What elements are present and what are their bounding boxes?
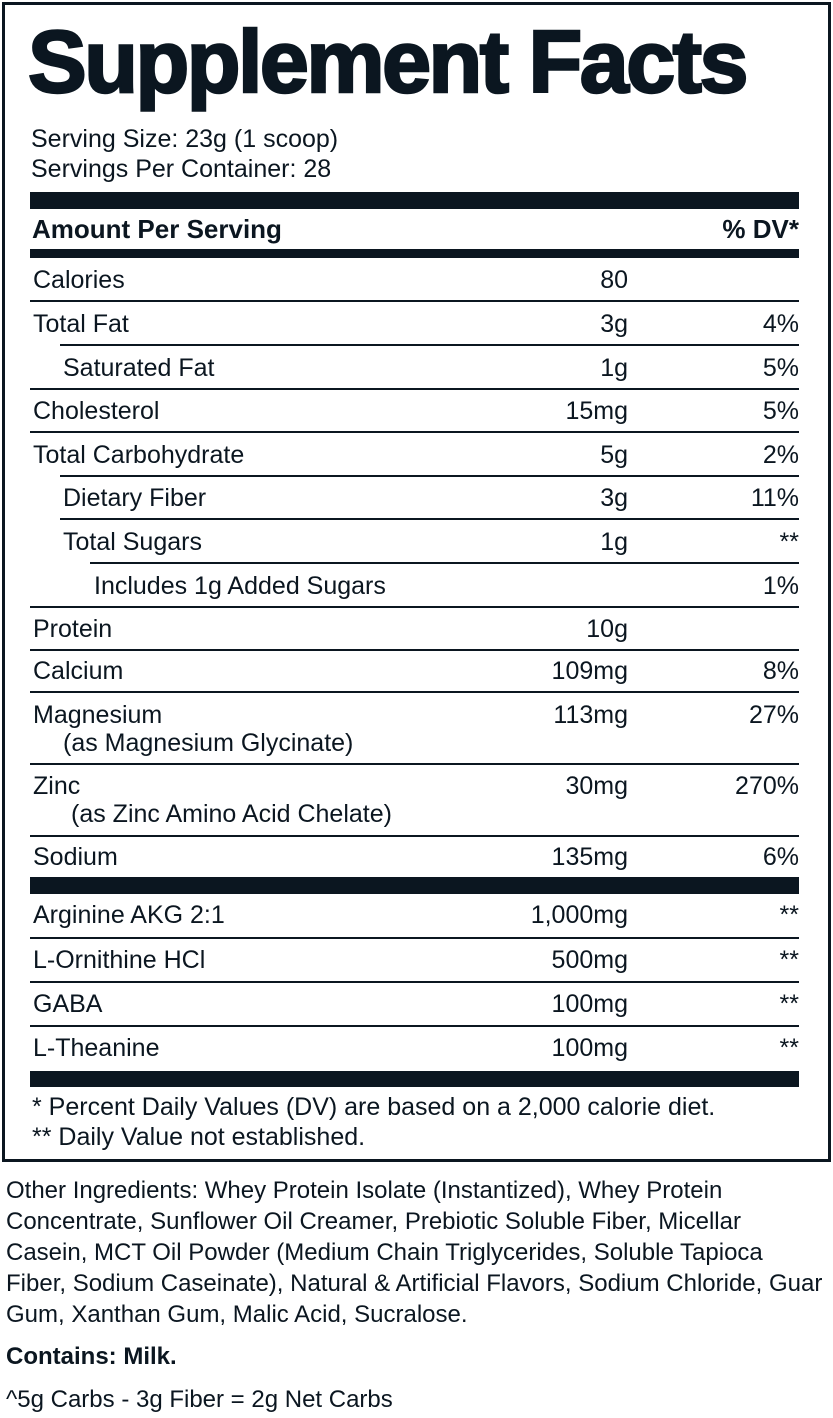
row-divider bbox=[30, 606, 799, 608]
allergen-statement bbox=[6, 1345, 177, 1369]
row-divider bbox=[30, 691, 799, 693]
nutrient-dv: 11% bbox=[750, 484, 799, 512]
row-divider bbox=[30, 431, 799, 433]
medium-divider bbox=[30, 249, 799, 258]
nutrient-dv: 2% bbox=[762, 441, 799, 469]
ingredient-dv: ** bbox=[779, 901, 799, 929]
serving-size: Serving Size: 23g (1 scoop) bbox=[31, 125, 339, 153]
nutrient-name: Total Sugars bbox=[63, 528, 202, 556]
row-divider bbox=[30, 981, 799, 983]
ingredient-amount: 500mg bbox=[551, 946, 628, 974]
nutrient-dv: 4% bbox=[762, 310, 799, 338]
thick-divider-top bbox=[30, 192, 799, 209]
ingredient-dv: ** bbox=[779, 946, 799, 974]
nutrient-name: Saturated Fat bbox=[63, 354, 215, 382]
thick-divider-middle bbox=[30, 877, 799, 894]
ingredient-dv: ** bbox=[779, 990, 799, 1018]
row-divider bbox=[90, 562, 799, 564]
row-divider bbox=[60, 344, 799, 346]
thick-divider-bottom bbox=[30, 1071, 799, 1087]
nutrient-name: Calories bbox=[33, 266, 125, 294]
nutrient-source: (as Magnesium Glycinate) bbox=[63, 729, 354, 757]
footnote-dv: * Percent Daily Values (DV) are based on a 2,000 calorie diet. bbox=[32, 1093, 716, 1121]
ingredient-amount: 1,000mg bbox=[530, 901, 628, 929]
row-divider bbox=[60, 518, 799, 520]
nutrient-name: Magnesium bbox=[33, 701, 163, 729]
nutrient-dv: 1% bbox=[762, 572, 799, 600]
nutrient-name: Sodium bbox=[33, 843, 118, 871]
nutrient-amount: 109mg bbox=[551, 657, 628, 685]
nutrient-amount: 80 bbox=[600, 266, 628, 294]
nutrient-amount: 135mg bbox=[551, 843, 628, 871]
nutrient-amount: 10g bbox=[586, 615, 628, 643]
nutrient-amount: 1g bbox=[600, 528, 628, 556]
nutrient-amount: 3g bbox=[600, 310, 628, 338]
ingredient-dv: ** bbox=[779, 1034, 799, 1062]
footnote-not-established: ** Daily Value not established. bbox=[32, 1123, 366, 1151]
row-divider bbox=[30, 300, 799, 302]
nutrient-dv: 27% bbox=[748, 701, 799, 729]
nutrient-dv: 8% bbox=[762, 657, 799, 685]
ingredient-name: L-Theanine bbox=[33, 1034, 160, 1062]
nutrient-amount: 113mg bbox=[553, 701, 628, 729]
nutrient-amount: 30mg bbox=[565, 772, 628, 800]
nutrient-name: Cholesterol bbox=[33, 397, 160, 425]
nutrient-dv: 6% bbox=[762, 843, 799, 871]
ingredient-name: Arginine AKG 2:1 bbox=[33, 901, 225, 929]
amount-per-serving-header: Amount Per Serving bbox=[32, 214, 282, 244]
row-divider bbox=[30, 388, 799, 390]
daily-value-header: % DV* bbox=[722, 214, 799, 244]
nutrient-name: Zinc bbox=[33, 772, 81, 800]
nutrient-name: Calcium bbox=[33, 657, 124, 685]
nutrient-dv: 5% bbox=[762, 354, 799, 382]
nutrient-amount: 1g bbox=[600, 354, 628, 382]
nutrient-dv: 5% bbox=[762, 397, 799, 425]
row-divider bbox=[30, 763, 799, 765]
nutrient-amount: 3g bbox=[600, 484, 628, 512]
nutrient-name: Total Fat bbox=[33, 310, 129, 338]
nutrient-dv: 270% bbox=[735, 772, 799, 800]
ingredient-name: GABA bbox=[33, 990, 103, 1018]
nutrient-amount: 5g bbox=[600, 441, 628, 469]
nutrient-dv: ** bbox=[779, 528, 799, 556]
nutrient-source: (as Zinc Amino Acid Chelate) bbox=[71, 800, 392, 828]
net-carbs-note: ^5g Carbs - 3g Fiber = 2g Net Carbs bbox=[6, 1386, 393, 1413]
nutrient-name: Total Carbohydrate bbox=[33, 441, 245, 469]
row-divider bbox=[30, 937, 799, 939]
allergen-text: Contains: Milk. bbox=[6, 1343, 177, 1370]
panel-title: Supplement Facts bbox=[28, 12, 746, 111]
nutrient-amount: 15mg bbox=[565, 397, 628, 425]
ingredient-name: L-Ornithine HCl bbox=[33, 946, 206, 974]
row-divider bbox=[30, 835, 799, 837]
nutrient-name: Dietary Fiber bbox=[63, 484, 207, 512]
servings-per-container: Servings Per Container: 28 bbox=[31, 155, 332, 183]
row-divider bbox=[30, 649, 799, 651]
row-divider bbox=[30, 1025, 799, 1027]
nutrient-name: Protein bbox=[33, 615, 113, 643]
nutrient-name: Includes 1g Added Sugars bbox=[94, 572, 386, 600]
ingredient-amount: 100mg bbox=[551, 1034, 628, 1062]
row-divider bbox=[60, 475, 799, 477]
other-ingredients: Other Ingredients: Whey Protein Isolate (Instantized), Whey Protein Concentrate, Sunflower Oil Creamer, Prebiotic Soluble Fiber, Micellar Casein, MCT Oil Powder (Medium Chain Triglycerides, Soluble Tapioca Fiber, Sodium Caseinate), Natural & Artificial Flavors, Sodium Chloride, Guar Gum, Xanthan Gum, Malic Acid, Sucralose. bbox=[6, 1177, 823, 1328]
ingredient-amount: 100mg bbox=[551, 990, 628, 1018]
